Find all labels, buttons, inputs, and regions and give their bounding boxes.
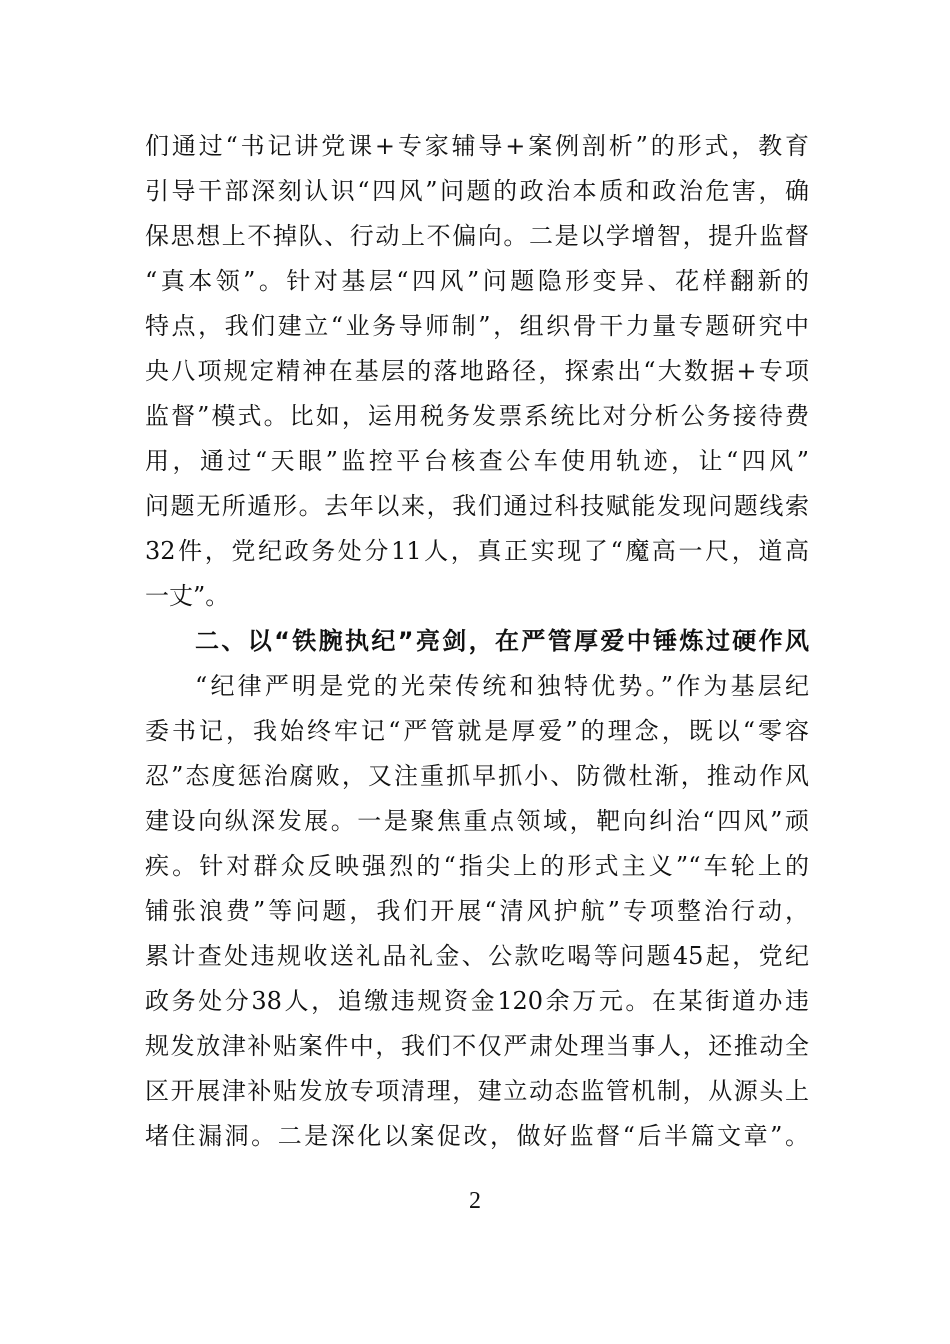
- section-heading: 二、以“铁腕执纪”亮剑，在严管厚爱中锤炼过硬作风: [195, 627, 809, 655]
- text-line: 32件，党纪政务处分11人，真正实现了“魔高一尺，道高: [145, 537, 809, 565]
- text-line: 特点，我们建立“业务导师制”，组织骨干力量专题研究中: [145, 312, 809, 340]
- text-line: 委书记，我始终牢记“严管就是厚爱”的理念，既以“零容: [145, 717, 809, 745]
- text-line: 监督”模式。比如，运用税务发票系统比对分析公务接待费: [145, 402, 809, 430]
- text-line: 忍”态度惩治腐败，又注重抓早抓小、防微杜渐，推动作风: [145, 762, 809, 790]
- text-line: 堵住漏洞。二是深化以案促改，做好监督“后半篇文章”。: [145, 1122, 809, 1150]
- document-body: [145, 124, 809, 1159]
- text-line: 问题无所遁形。去年以来，我们通过科技赋能发现问题线索: [145, 492, 809, 520]
- text-line: 区开展津补贴发放专项清理，建立动态监管机制，从源头上: [145, 1077, 809, 1105]
- page-number: 2: [469, 1188, 481, 1214]
- paragraph-2: [145, 664, 809, 1159]
- text-line: 们通过“书记讲党课+专家辅导+案例剖析”的形式，教育: [145, 132, 809, 160]
- text-line: 建设向纵深发展。一是聚焦重点领域，靶向纠治“四风”顽: [145, 807, 809, 835]
- text-line: “纪律严明是党的光荣传统和独特优势。”作为基层纪: [195, 672, 809, 700]
- text-line: 规发放津补贴案件中，我们不仅严肃处理当事人，还推动全: [145, 1032, 809, 1060]
- text-line: 累计查处违规收送礼品礼金、公款吃喝等问题45起，党纪: [145, 942, 809, 970]
- text-line: 政务处分38人，追缴违规资金120余万元。在某街道办违: [145, 987, 809, 1015]
- text-line: 铺张浪费”等问题，我们开展“清风护航”专项整治行动，: [145, 897, 809, 925]
- paragraph-1: [145, 124, 809, 619]
- text-line: 保思想上不掉队、行动上不偏向。二是以学增智，提升监督: [145, 222, 809, 250]
- text-line: 央八项规定精神在基层的落地路径，探索出“大数据+专项: [145, 357, 809, 385]
- text-line: 疾。针对群众反映强烈的“指尖上的形式主义”“车轮上的: [145, 852, 809, 880]
- text-line: 一丈”。: [145, 582, 230, 610]
- text-line: 引导干部深刻认识“四风”问题的政治本质和政治危害，确: [145, 177, 809, 205]
- text-line: “真本领”。针对基层“四风”问题隐形变异、花样翻新的: [145, 267, 809, 295]
- text-line: 用，通过“天眼”监控平台核查公车使用轨迹，让“四风”: [145, 447, 809, 475]
